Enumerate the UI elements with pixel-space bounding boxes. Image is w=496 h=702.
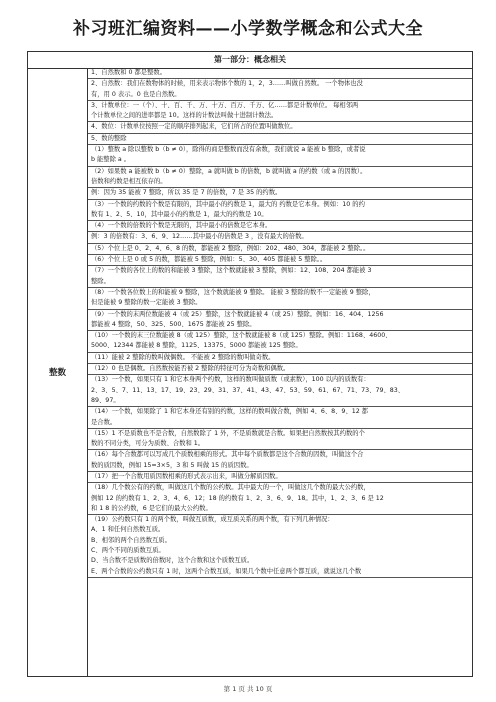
entry-line: （7）一个数的各位上的数的和能被 3 整除，这个数就能被 3 整除，例如：12、108、204 都能被 3 [91, 267, 372, 275]
entry-line: A、1 和任何自然数互质。 [91, 526, 165, 534]
entry-line: （14）一个数，如果除了 1 和它本身还有别的约数，这样的数叫做合数，例如 4、6、8、9、12 都 [91, 408, 369, 416]
entry-line: （8）一个数各位数上的和能被 9 整除，这个数就能被 9 整除。 能被 3 整除的数不一定能被 9 整除， [91, 288, 375, 296]
entry-line: 有，用 0 表示。0 也是自然数。 [91, 90, 181, 98]
list-item [88, 515, 472, 578]
list-item [88, 79, 472, 101]
list-item [88, 167, 472, 189]
table-row [28, 68, 472, 676]
entry-line: 倍数和约数是相互依存的。 [91, 177, 167, 185]
list-item [88, 483, 472, 515]
content-cell [88, 68, 472, 676]
entry-line: 整除。 [91, 277, 110, 285]
entry-line: （13）一个数，如果只有 1 和它本身两个约数，这样的数叫做质数（或素数），100 以内的质数有： [91, 376, 370, 384]
list-item [88, 221, 472, 232]
entry-line: 数的质因数，例如 15=3×5，3 和 5 叫做 15 的质因数。 [91, 461, 253, 469]
entry-line: 89、97。 [91, 396, 120, 404]
entry-line: （16）每个合数都可以写成几个质数相乘的形式。其中每个质数都是这个合数的因数，叫做这个合 [91, 451, 364, 459]
list-item [88, 407, 472, 429]
entry-line: （17）把一个合数用质因数相乘的形式表示出来，叫做分解质因数。 [91, 472, 282, 480]
entry-line: 5、数的整除 [91, 134, 127, 142]
entry-line: （1）整数 a 除以整数 b（b ≠ 0），除得的商是整数而没有余数，我们就说 a 能被 b 整除，或者说 [91, 146, 366, 154]
entry-line: （3）一个数的约数的个数是有限的，其中最小的约数是 1，最大的 约数是它本身。例如：10 的约 [91, 200, 365, 208]
list-item [88, 353, 472, 364]
entry-line: 但是能被 9 整除的数一定能被 3 整除。 [91, 299, 202, 307]
entry-line: （10）一个数的末三位数能被 8（或 125）整除，这个数就能被 8（或 125）整除。例如：1168、4600、 [91, 332, 392, 340]
list-item [88, 255, 472, 266]
entry-line: 4、数位：计数单位按照一定的顺序排列起来，它们所占的位置叫做数位。 [91, 123, 297, 131]
entry-line: （19）公约数只有 1 的两个数，叫做互质数，成互质关系的两个数，有下列几种情况： [91, 516, 334, 524]
list-item [88, 364, 472, 375]
list-item [88, 232, 472, 243]
entry-line: 都能被 4 整除，50、325、500、1675 都能被 25 整除。 [91, 320, 256, 328]
entry-line: （4）一个数的倍数的个数是无限的，其中最小的倍数是它本身。 [91, 222, 272, 230]
concept-table [27, 51, 473, 677]
list-item [88, 145, 472, 167]
entry-line: 个计数单位之间的进率都是 10。这样的计数法叫做十进制计数法。 [91, 112, 278, 120]
list-item [88, 472, 472, 483]
entry-line: 和 1 8 的公约数，6 是它们的最大公约数。 [91, 504, 212, 512]
entry-line: （12）0 也是偶数。自然数按能否被 2 整除的特征可分为奇数和偶数。 [91, 365, 290, 373]
list-item [88, 429, 472, 451]
entry-line: C、两个不同的质数互质。 [91, 547, 165, 555]
entry-line: （9）一个数的末两位数能被 4（或 25）整除，这个数就能被 4（或 25）整除。例如：16、404、1256 [91, 310, 384, 318]
entry-line: 5000、12344 都能被 8 整除，1125、13375、5000 都能被 125 整除。 [91, 342, 302, 350]
entry-line: （15）1 不是质数也不是合数，自然数除了 1 外，不是质数就是合数。如果把自然数按其约数的个 [91, 429, 365, 437]
list-item [88, 266, 472, 288]
list-item [88, 122, 472, 133]
entry-line: （6）个位上是 0 或 5 的数，都能被 5 整除，例如：5、30、405 都能被 5 整除。。 [91, 256, 327, 264]
row-label-cell [28, 68, 88, 676]
entry-line: 2、3、5、7、11、13、17、19、23、29、31、37、41、43、47、53、59、61、67、71、73、79、83、 [91, 386, 405, 394]
list-item [88, 200, 472, 222]
list-item [88, 188, 472, 199]
entry-line: 例如 12 的约数有 1、2、3、4、6、12；18 的约数有 1、2、3、6、9、18。其中，1、2、3、6 是 12 [91, 494, 384, 502]
entry-line: b 能整除 a 。 [91, 156, 131, 164]
list-item [88, 288, 472, 310]
list-item [88, 134, 472, 145]
entry-line: 例：因为 35 能被 7 整除，所以 35 是 7 的倍数，7 是 35 的约数。 [91, 189, 282, 197]
list-item [88, 450, 472, 472]
entry-line: 数有 1、2、5、10，其中最小的约数是 1，最大的约数是 10。 [91, 210, 268, 218]
entry-line: 是合数。 [91, 418, 117, 426]
entry-line: D、当合数不是质数的倍数时，这个合数和这个质数互质。 [91, 557, 254, 565]
entry-line: （2）如果数 a 能被数 b（b ≠ 0）整除，a 就叫做 b 的倍数，b 就叫做 a 的约数（或 a 的因数）。 [91, 167, 367, 175]
entry-line: E、两个合数的公约数只有 1 时，这两个合数互质，如果几个数中任意两个都互质，就说这几个数 [91, 567, 362, 575]
entry-line: 3、计数单位：一（个）、十、百、千、万、十万、百万、千万、亿……都是计数单位。 每相邻两 [91, 101, 359, 109]
page-footer: 第 1 页 共 10 页 [223, 685, 273, 693]
document-title: 补习班汇编资料——小学数学概念和公式大全 [73, 19, 423, 39]
entry-line: B、相邻的两个自然数互质。 [91, 536, 171, 544]
row-label: 整数 [48, 368, 66, 378]
entry-line: 数的不同分类，可分为质数、合数和 1。 [91, 440, 205, 448]
entry-line: 例：3 的倍数有：3、6、9、12……其中最小的倍数是 3 ，没有最大的倍数。 [91, 233, 308, 241]
entry-line: （11）能被 2 整除的数叫做偶数。 不能被 2 整除的数叫做奇数。 [91, 353, 275, 361]
entry-line: （18）几个数公有的约数，叫做这几个数的公约数。其中最大的一个，叫做这几个数的最大公约数， [91, 484, 370, 492]
entry-line: 1、自然数和 0 都是整数。 [91, 69, 166, 76]
list-item [88, 310, 472, 332]
list-item [88, 101, 472, 123]
entry-line: 2、自然数：我们在数物体的时候，用来表示物体个数的 1，2，3……叫做自然数。 一个物体也没 [91, 80, 363, 88]
list-item [88, 375, 472, 407]
list-item [88, 331, 472, 353]
entry-line: （5）个位上是 0、2、4、6、8 的数，都能被 2 整除，例如：202、480、304，都能被 2 整除。。 [91, 244, 370, 252]
list-item [88, 244, 472, 255]
list-item [88, 68, 472, 79]
section-header: 第一部分：概念相关 [28, 52, 472, 69]
